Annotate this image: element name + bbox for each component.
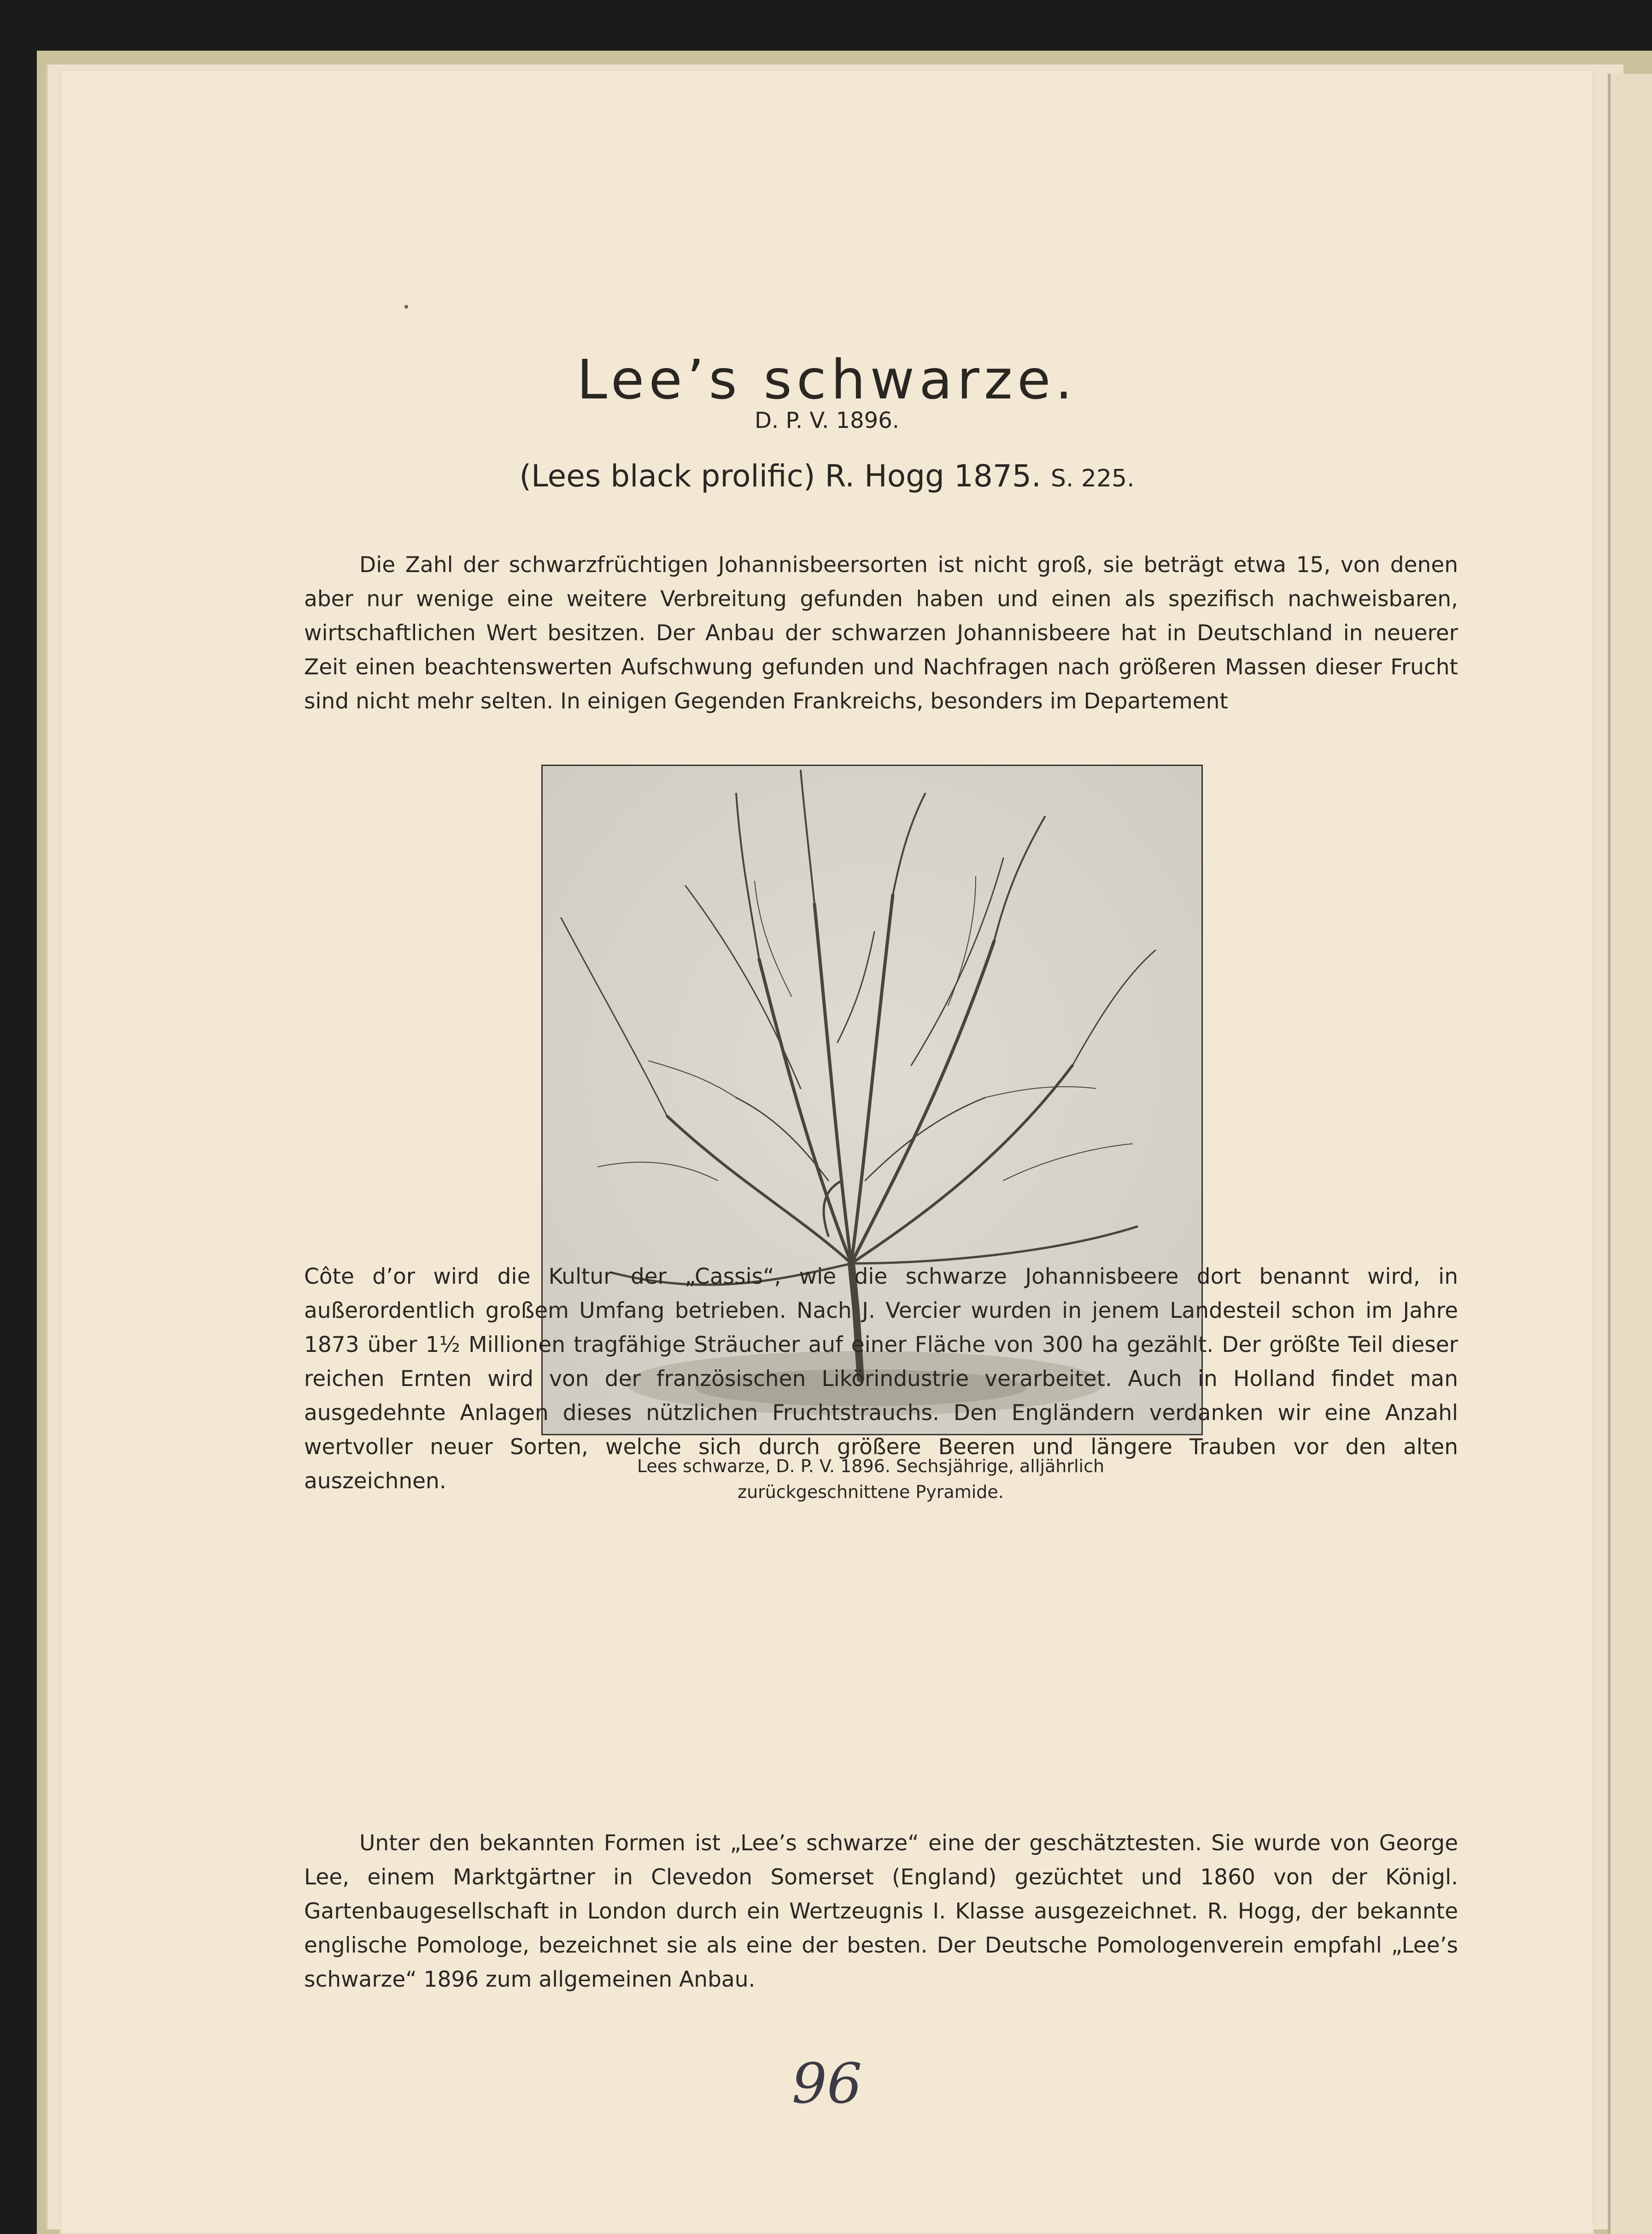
book-page — [60, 69, 1594, 2234]
paper-speck — [404, 305, 408, 309]
handwritten-page-number: 96 — [791, 2052, 862, 2116]
facing-page-edge — [1608, 74, 1652, 2234]
dpv-reference: D. P. V. 1896. — [754, 408, 900, 433]
page-title: Lee’s schwarze. — [577, 348, 1077, 411]
continuation-paragraph: Côte d’or wird die Kultur der „Cassis“, wie die schwarze Johannisbeere dort benannt wird, in außerordentlich großem Umfang betrieben. Nach J. Vercier wurden in jenem Landesteil schon im Jahre 1873 über 1½ Millionen tragfähige Sträucher auf einer Fläche von 300 ha gezählt. Der größte Teil dieser reichen Ernten wird von der französischen Likörindustrie verarbeitet. Auch in Holland findet man ausgedehnte Anlagen dieses nützlichen Fruchtstrauchs. Den Engländern verdanken wir eine Anzahl wertvoller neuer Sorten, welche sich durch größere Beeren und längere Trauben vor den alten auszeichnen. — [304, 1264, 1458, 1494]
synonym-text: (Lees black prolific) R. Hogg 1875. — [519, 458, 1041, 494]
history-paragraph: Unter den bekannten Formen ist „Lee’s schwarze“ eine der geschätztesten. Sie wurde von George Lee, einem Marktgärtner in Clevedon Somerset (England) gezüchtet und 1860 von der Königl. Gartenbaugesellschaft in London durch ein Wertzeugnis I. Klasse ausgezeichnet. R. Hogg, der bekannte englische Pomologe, bezeichnet sie als eine der besten. Der Deutsche Pomologenverein empfahl „Lee’s schwarze“ 1896 zum allgemeinen Anbau. — [304, 1830, 1458, 1992]
caption-line-1: Lees schwarze, D. P. V. 1896. Sechsjährige, alljährlich — [637, 1456, 1105, 1476]
caption-line-2: zurückgeschnittene Pyramide. — [738, 1482, 1004, 1502]
intro-paragraph: Die Zahl der schwarzfrüchtigen Johannisbeersorten ist nicht groß, sie beträgt etwa 15, von denen aber nur wenige eine weitere Verbreitung gefunden haben und einen als spezifisch nachweisbaren, wirtschaftlichen Wert besitzen. Der Anbau der schwarzen Johannisbeere hat in Deutschland in neuerer Zeit einen beachtenswerten Aufschwung gefunden und Nachfragen nach größeren Massen dieser Frucht sind nicht mehr selten. In einigen Gegenden Frankreichs, besonders im Departement — [304, 552, 1458, 714]
synonym-page-ref: S. 225. — [1050, 465, 1135, 492]
synonym-reference — [60, 458, 1594, 494]
